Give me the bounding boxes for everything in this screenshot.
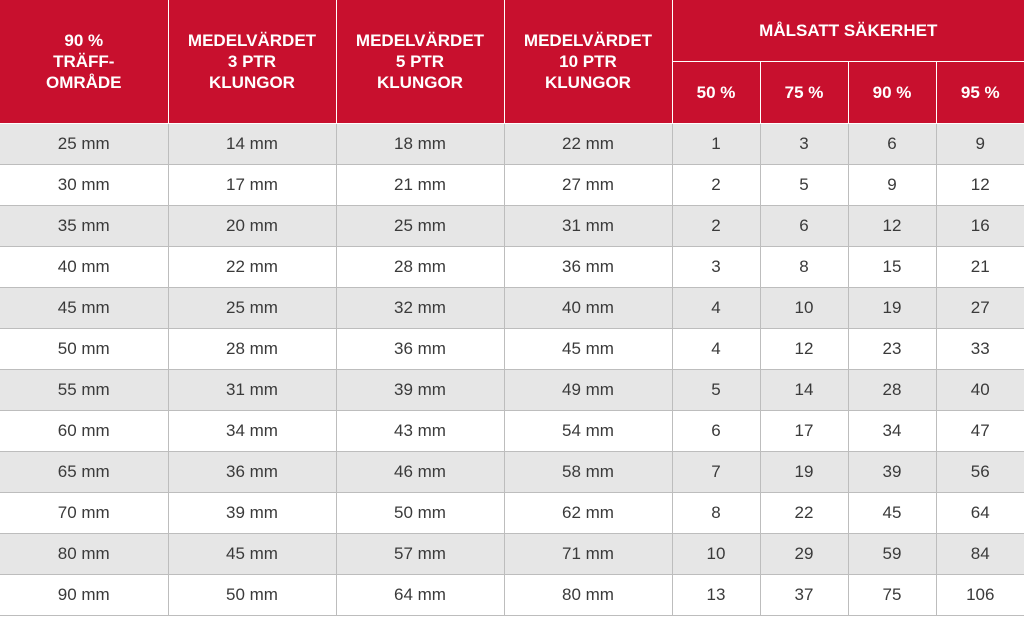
- table-row: [0, 452, 1024, 493]
- header-line: 3 PTR: [227, 52, 277, 71]
- table-row: [0, 411, 1024, 452]
- cell-conf-90: 59: [848, 534, 936, 575]
- cell-mean-10: 22 mm: [504, 124, 672, 165]
- table-row: [0, 124, 1024, 165]
- cell-mean-10: 54 mm: [504, 411, 672, 452]
- cell-mean-3: 31 mm: [168, 370, 336, 411]
- header-line: KLUNGOR: [545, 73, 631, 92]
- cell-mean-3: 22 mm: [168, 247, 336, 288]
- cell-hit-area: 60 mm: [0, 411, 168, 452]
- cell-mean-3: 25 mm: [168, 288, 336, 329]
- cell-conf-75: 19: [760, 452, 848, 493]
- cell-conf-95: 56: [936, 452, 1024, 493]
- table-row: [0, 206, 1024, 247]
- cell-conf-95: 47: [936, 411, 1024, 452]
- cell-conf-50: 7: [672, 452, 760, 493]
- header-line: KLUNGOR: [377, 73, 463, 92]
- cell-hit-area: 35 mm: [0, 206, 168, 247]
- cell-mean-5: 57 mm: [336, 534, 504, 575]
- cell-conf-50: 4: [672, 329, 760, 370]
- cell-mean-3: 34 mm: [168, 411, 336, 452]
- cell-conf-75: 8: [760, 247, 848, 288]
- cell-conf-95: 21: [936, 247, 1024, 288]
- cell-mean-10: 49 mm: [504, 370, 672, 411]
- cell-hit-area: 25 mm: [0, 124, 168, 165]
- header-line: 5 PTR: [395, 52, 445, 71]
- cell-hit-area: 55 mm: [0, 370, 168, 411]
- cell-conf-95: 9: [936, 124, 1024, 165]
- cell-mean-3: 20 mm: [168, 206, 336, 247]
- header-hit-area: [0, 0, 168, 124]
- cell-conf-75: 29: [760, 534, 848, 575]
- cell-conf-90: 28: [848, 370, 936, 411]
- cell-conf-90: 6: [848, 124, 936, 165]
- table-row: [0, 370, 1024, 411]
- cell-mean-3: 39 mm: [168, 493, 336, 534]
- cell-mean-3: 45 mm: [168, 534, 336, 575]
- cell-conf-75: 5: [760, 165, 848, 206]
- cell-conf-95: 27: [936, 288, 1024, 329]
- cell-conf-50: 13: [672, 575, 760, 616]
- cell-conf-90: 39: [848, 452, 936, 493]
- cell-conf-90: 45: [848, 493, 936, 534]
- header-line: MEDELVÄRDET: [523, 31, 653, 50]
- table-body: [0, 124, 1024, 616]
- cell-conf-75: 12: [760, 329, 848, 370]
- cell-mean-10: 58 mm: [504, 452, 672, 493]
- header-line: 10 PTR: [559, 52, 617, 71]
- cell-conf-95: 106: [936, 575, 1024, 616]
- cell-conf-50: 5: [672, 370, 760, 411]
- cell-conf-90: 9: [848, 165, 936, 206]
- header-mean-3: [168, 0, 336, 124]
- cell-conf-50: 6: [672, 411, 760, 452]
- header-line: 90 %: [64, 31, 104, 50]
- cell-mean-10: 80 mm: [504, 575, 672, 616]
- header-line: MEDELVÄRDET: [187, 31, 317, 50]
- cell-hit-area: 30 mm: [0, 165, 168, 206]
- cell-conf-50: 8: [672, 493, 760, 534]
- cell-hit-area: 50 mm: [0, 329, 168, 370]
- header-line: OMRÅDE: [45, 73, 122, 92]
- cell-mean-3: 17 mm: [168, 165, 336, 206]
- cell-conf-75: 14: [760, 370, 848, 411]
- cell-conf-90: 23: [848, 329, 936, 370]
- header-mean-10: [504, 0, 672, 124]
- table-row: [0, 534, 1024, 575]
- cell-mean-5: 46 mm: [336, 452, 504, 493]
- header-line: KLUNGOR: [209, 73, 295, 92]
- header-mean-5: [336, 0, 504, 124]
- cell-conf-90: 12: [848, 206, 936, 247]
- cell-mean-5: 39 mm: [336, 370, 504, 411]
- cell-mean-10: 31 mm: [504, 206, 672, 247]
- cell-conf-75: 3: [760, 124, 848, 165]
- cell-conf-75: 6: [760, 206, 848, 247]
- cell-mean-3: 28 mm: [168, 329, 336, 370]
- cell-hit-area: 45 mm: [0, 288, 168, 329]
- cell-conf-90: 75: [848, 575, 936, 616]
- cell-mean-5: 43 mm: [336, 411, 504, 452]
- cell-mean-5: 25 mm: [336, 206, 504, 247]
- header-conf-95: 95 %: [936, 62, 1024, 124]
- cell-conf-90: 15: [848, 247, 936, 288]
- cell-conf-50: 4: [672, 288, 760, 329]
- cell-conf-95: 16: [936, 206, 1024, 247]
- cell-conf-75: 17: [760, 411, 848, 452]
- table-row: [0, 575, 1024, 616]
- cell-mean-5: 18 mm: [336, 124, 504, 165]
- header-line: TRÄFF-: [53, 52, 115, 71]
- table-row: [0, 493, 1024, 534]
- cell-conf-90: 34: [848, 411, 936, 452]
- cell-mean-5: 28 mm: [336, 247, 504, 288]
- cell-conf-95: 84: [936, 534, 1024, 575]
- cell-conf-75: 22: [760, 493, 848, 534]
- cell-conf-50: 1: [672, 124, 760, 165]
- cell-conf-95: 40: [936, 370, 1024, 411]
- header-row: [0, 0, 1024, 62]
- cell-conf-50: 10: [672, 534, 760, 575]
- cell-conf-90: 19: [848, 288, 936, 329]
- header-conf-90: 90 %: [848, 62, 936, 124]
- cell-conf-50: 2: [672, 165, 760, 206]
- cell-hit-area: 80 mm: [0, 534, 168, 575]
- cell-conf-75: 37: [760, 575, 848, 616]
- cell-mean-10: 27 mm: [504, 165, 672, 206]
- cell-hit-area: 40 mm: [0, 247, 168, 288]
- cell-mean-3: 50 mm: [168, 575, 336, 616]
- cell-mean-5: 36 mm: [336, 329, 504, 370]
- cell-mean-10: 36 mm: [504, 247, 672, 288]
- table-row: [0, 288, 1024, 329]
- cell-hit-area: 70 mm: [0, 493, 168, 534]
- cell-conf-50: 3: [672, 247, 760, 288]
- header-line: MEDELVÄRDET: [355, 31, 485, 50]
- cell-conf-95: 12: [936, 165, 1024, 206]
- cell-mean-10: 45 mm: [504, 329, 672, 370]
- cell-mean-3: 36 mm: [168, 452, 336, 493]
- cell-mean-10: 71 mm: [504, 534, 672, 575]
- header-conf-75: 75 %: [760, 62, 848, 124]
- cell-mean-5: 50 mm: [336, 493, 504, 534]
- table-row: [0, 329, 1024, 370]
- cell-conf-50: 2: [672, 206, 760, 247]
- cell-conf-95: 64: [936, 493, 1024, 534]
- table-header: [0, 0, 1024, 124]
- cell-mean-5: 64 mm: [336, 575, 504, 616]
- cell-mean-3: 14 mm: [168, 124, 336, 165]
- cell-conf-75: 10: [760, 288, 848, 329]
- cell-mean-10: 62 mm: [504, 493, 672, 534]
- header-conf-50: 50 %: [672, 62, 760, 124]
- table-row: [0, 165, 1024, 206]
- table-row: [0, 247, 1024, 288]
- cell-hit-area: 65 mm: [0, 452, 168, 493]
- cell-conf-95: 33: [936, 329, 1024, 370]
- cell-mean-5: 32 mm: [336, 288, 504, 329]
- cell-mean-5: 21 mm: [336, 165, 504, 206]
- cell-mean-10: 40 mm: [504, 288, 672, 329]
- header-target-confidence: MÅLSATT SÄKERHET: [672, 0, 1024, 62]
- cell-hit-area: 90 mm: [0, 575, 168, 616]
